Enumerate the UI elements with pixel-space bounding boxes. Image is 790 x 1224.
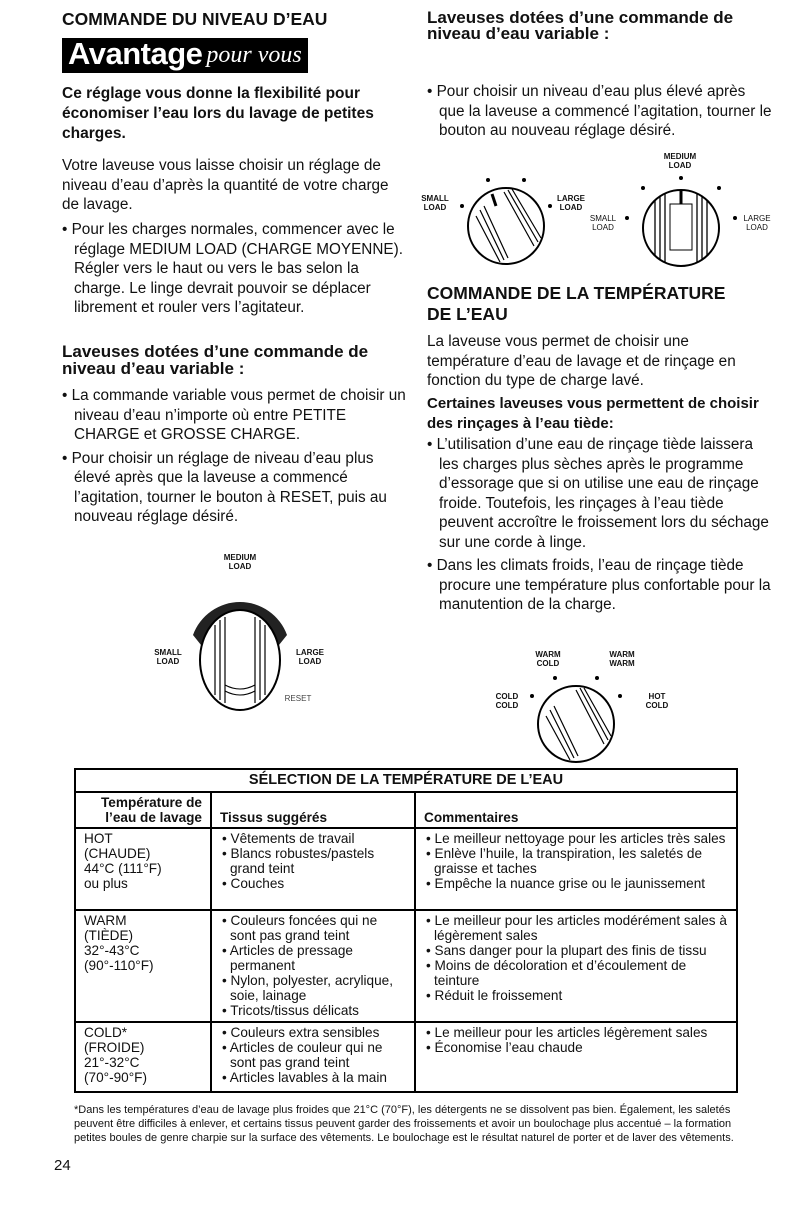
temperature-dial: [490, 650, 690, 765]
table-row: [75, 828, 737, 910]
dial-label: COLD: [495, 692, 519, 701]
fabric-cell: [211, 910, 415, 1022]
dial-label: MEDIUM: [663, 152, 697, 161]
dial-label: SMALL: [589, 214, 617, 223]
bullet-list-1: [62, 220, 407, 322]
bullet-list-3: [427, 82, 772, 145]
warm-rinse-heading: Certaines laveuses vous permettent de choisir des rinçages à l’eau tiède:: [427, 395, 759, 432]
dial-label: LOAD: [156, 657, 180, 666]
comment-item: • Le meilleur pour les articles légèrement sales: [424, 1025, 728, 1040]
temperature-intro: La laveuse vous permet de choisir une température d’eau de lavage et de rinçage en fonction du type de charge lavé.: [427, 333, 736, 389]
col-header-temperature: Température de l’eau de lavage: [75, 792, 211, 828]
water-level-dial-a: [418, 176, 588, 271]
temperature-line: 21°-32°C: [84, 1055, 140, 1070]
dial-knob-icon: [458, 176, 554, 268]
dial-label: SMALL: [154, 648, 182, 657]
fabric-item: • Blancs robustes/pastels grand teint: [220, 846, 406, 876]
dial-label: LOAD: [746, 223, 768, 232]
dial-label: LOAD: [423, 203, 447, 212]
dial-label: LOAD: [298, 657, 322, 666]
comment-cell: [415, 910, 737, 1022]
dial-label: LOAD: [668, 161, 692, 170]
bullet: • Pour choisir un niveau d’eau plus élevé après que la laveuse a commencé l’agitation, tourner le bouton au nouveau réglage désiré.: [427, 82, 772, 141]
fabric-item: • Articles lavables à la main: [220, 1070, 406, 1085]
temperature-line: (70°-90°F): [84, 1070, 147, 1085]
temperature-title: COMMANDE DE LA TEMPÉRATURE DE L’EAU: [427, 283, 726, 324]
bullet: • La commande variable vous permet de choisir un niveau d’eau n’importe où entre PETITE CHARGE et GROSSE CHARGE.: [62, 386, 410, 445]
temperature-line: (FROIDE): [84, 1040, 145, 1055]
bullet: • Pour choisir un réglage de niveau d’eau plus élevé après que la laveuse a commencé l’agitation, tourner le bouton à RESET, puis au nouveau réglage désiré.: [62, 449, 410, 527]
dial-label: LARGE: [296, 648, 324, 657]
dial-label: WARM: [609, 650, 635, 659]
fabric-item: • Articles de couleur qui ne sont pas grand teint: [220, 1040, 406, 1070]
temperature-line: 32°-43°C: [84, 943, 140, 958]
dial-label: MEDIUM: [223, 553, 257, 562]
temperature-cell: [75, 1022, 211, 1092]
temperature-line: ou plus: [84, 876, 128, 891]
water-level-dial-b: [585, 152, 775, 272]
avantage-badge: [62, 38, 308, 73]
variable-heading: Laveuses dotées d’une commande de niveau d’eau variable :: [62, 342, 369, 378]
fabric-item: • Couches: [220, 876, 406, 891]
table-title: SÉLECTION DE LA TEMPÉRATURE DE L’EAU: [75, 769, 737, 792]
comment-item: • Enlève l’huile, la transpiration, les saletés de graisse et taches: [424, 846, 728, 876]
temperature-line: (TIÈDE): [84, 928, 134, 943]
temperature-line: (CHAUDE): [84, 846, 151, 861]
temperature-selection-table: [74, 768, 738, 1093]
dial-label: LOAD: [559, 203, 583, 212]
fabric-item: • Articles de pressage permanent: [220, 943, 406, 973]
badge-main: Avantage: [68, 36, 203, 71]
dial-label: COLD: [645, 701, 669, 710]
fabric-cell: [211, 828, 415, 910]
dial-label: LARGE: [557, 194, 585, 203]
dial-label: SMALL: [421, 194, 449, 203]
temperature-line: HOT: [84, 831, 113, 846]
dial-knob-icon: [530, 676, 642, 766]
comment-item: • Économise l’eau chaude: [424, 1040, 728, 1055]
temperature-line: COLD*: [84, 1025, 128, 1040]
fabric-item: • Couleurs extra sensibles: [220, 1025, 406, 1040]
benefit-text: Ce réglage vous donne la flexibilité pour économiser l’eau lors du lavage de petites charges.: [62, 85, 374, 142]
table-row: [75, 1022, 737, 1092]
dial-label: COLD: [495, 701, 519, 710]
bullet: • Pour les charges normales, commencer avec le réglage MEDIUM LOAD (CHARGE MOYENNE). Régler vers le haut ou vers le bas selon la charge. Le linge devrait pouvoir se déplacer librement et rouler vers l’agitateur.: [62, 220, 407, 318]
dial-label: COLD: [536, 659, 560, 668]
badge-sub: pour vous: [206, 42, 302, 68]
comment-item: • Réduit le froissement: [424, 988, 728, 1003]
temperature-cell: [75, 910, 211, 1022]
bullet-list-4: [427, 435, 772, 619]
comment-item: • Le meilleur nettoyage pour les articles très sales: [424, 831, 728, 846]
temperature-line: 44°C (111°F): [84, 861, 162, 876]
comment-cell: [415, 828, 737, 910]
comment-item: • Sans danger pour la plupart des finis de tissu: [424, 943, 728, 958]
fabric-item: • Tricots/tissus délicats: [220, 1003, 406, 1018]
fabric-cell: [211, 1022, 415, 1092]
temperature-line: WARM: [84, 913, 127, 928]
footnote: *Dans les températures d’eau de lavage plus froides que 21°C (70°F), les détergents ne se dissolvent pas bien. Également, les saletés peuvent être difficiles à enlever, et certains tissus peuvent garder des froissements et avoir un boulochage plus accentué – la formation petites boules de genre charpie sur la surface des vêtements. Le boulochage est le résultat naturel de porter et de laver des vêtements.: [74, 1104, 734, 1144]
water-level-title: COMMANDE DU NIVEAU D’EAU: [62, 9, 328, 29]
bullet: • L’utilisation d’une eau de rinçage tiède laissera les charges plus sèches après le programme d’essorage que si on utilise une eau de rinçage froide. Toutefois, les rinçages à l’eau tiède peuvent accroître le froissement lors du séchage sur une corde à linge.: [427, 435, 772, 552]
bullet: • Dans les climats froids, l’eau de rinçage tiède procure une température plus confortable pour la manutention de la charge.: [427, 556, 772, 615]
variable-heading-right: Laveuses dotées d’une commande de niveau d’eau variable :: [427, 8, 734, 43]
page-number: 24: [54, 1157, 71, 1174]
fabric-item: • Vêtements de travail: [220, 831, 406, 846]
dial-label: LARGE: [743, 214, 771, 223]
col-header-comments: Commentaires: [415, 792, 737, 828]
fabric-item: • Nylon, polyester, acrylique, soie, lainage: [220, 973, 406, 1003]
dial-label: LOAD: [592, 223, 614, 232]
dial-knob-icon: [623, 174, 739, 270]
dial-label: WARM: [535, 650, 561, 659]
dial-label: LOAD: [228, 562, 252, 571]
temperature-cell: [75, 828, 211, 910]
comment-cell: [415, 1022, 737, 1092]
water-level-dial-reset: [150, 553, 330, 718]
dial-label: WARM: [609, 659, 635, 668]
dial-label: RESET: [284, 694, 312, 703]
comment-item: • Moins de décoloration et d’écoulement de teinture: [424, 958, 728, 988]
bullet-list-2: [62, 386, 410, 531]
dial-label: HOT: [648, 692, 666, 701]
intro-text: Votre laveuse vous laisse choisir un réglage de niveau d’eau d’après la quantité de votre charge de lavage.: [62, 157, 389, 213]
comment-item: • Empêche la nuance grise ou le jaunissement: [424, 876, 728, 891]
temperature-line: (90°-110°F): [84, 958, 154, 973]
table-row: [75, 910, 737, 1022]
col-header-fabrics: Tissus suggérés: [211, 792, 415, 828]
fabric-item: • Couleurs foncées qui ne sont pas grand teint: [220, 913, 406, 943]
comment-item: • Le meilleur pour les articles modérément sales à légèrement sales: [424, 913, 728, 943]
